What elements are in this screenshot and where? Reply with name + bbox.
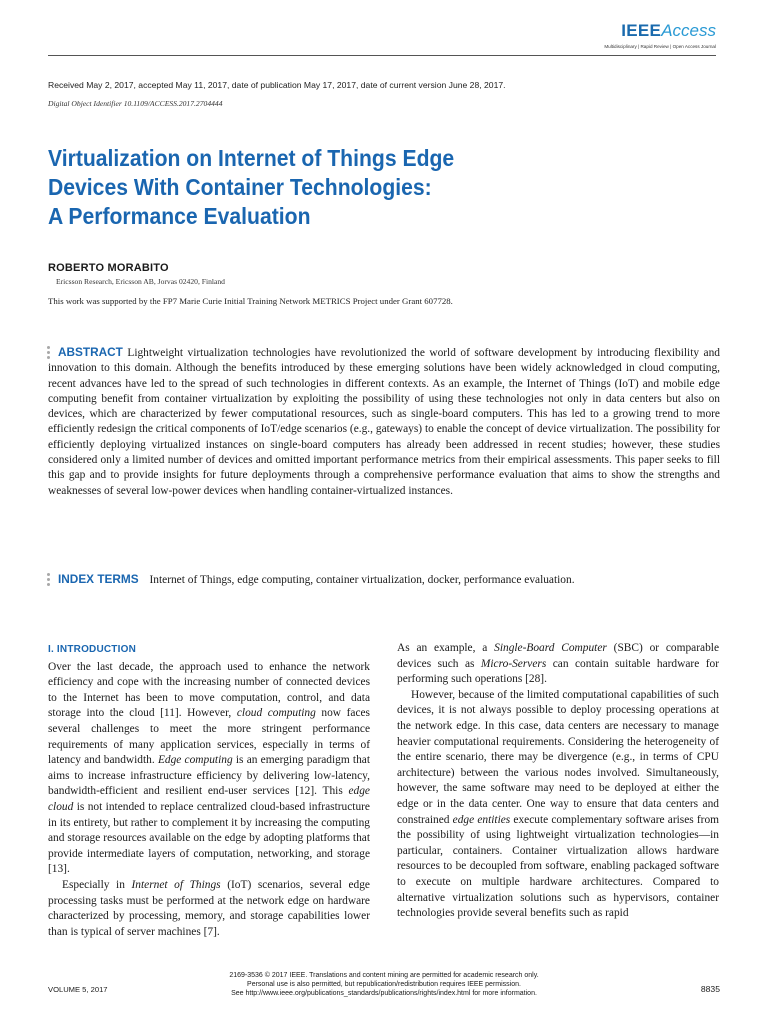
funding-note: This work was supported by the FP7 Marie Curie Initial Training Network METRICS Project under Grant 607728. [48,296,453,306]
logo-ieee: IEEE [621,21,662,40]
author-affiliation: Ericsson Research, Ericsson AB, Jorvas 02420, Finland [56,277,225,286]
logo-access: Access [661,21,716,40]
doi: Digital Object Identifier 10.1109/ACCESS.2017.2704444 [48,99,223,108]
abstract-text: Lightweight virtualization technologies have revolutionized the world of software development by introducing flexibility and innovation to this domain. Although the benefits introduced by these emerging solutions have been widely acknowledged in cloud computing, recent advances have led to the spread of such technologies in different contexts. As an example, the Internet of Things (IoT) and mobile edge computing benefit from container virtualization by exploiting the possibility of using these technologies not only in data centers but also on devices, which are characterized by fewer computational resources, such as single-board computers. This has led to a growing trend to more efficiently redesign the critical components of IoT/edge scenarios (e.g., gateways) to enable the concept of device virtualization. The possibility for efficiently deploying virtualized instances on single-board computers has already been addressed in recent studies; however, these studies considered only a limited number of devices and omitted important performance metrics from their empirical assessments. This paper seeks to fill this gap and to provide insights for future deployments through a comprehensive performance evaluation that aims to show the strengths and weaknesses of several low-power devices when handling container-virtualized instances. [48,347,720,497]
page-number: 8835 [700,984,720,994]
abstract-label: ABSTRACT [58,345,123,359]
paragraph: Especially in Internet of Things (IoT) scenarios, several edge processing tasks must be performed at the network edge on hardware characterized by processing, memory, and storage capabilities lower than is typical of server machines [7]. [48,878,370,938]
body-column-right [397,641,719,922]
title-line: Devices With Container Technologies: [48,174,432,200]
copyright-line: See http://www.ieee.org/publications_standards/publications/rights/index.html for more information. [231,990,537,997]
journal-tagline: Multidisciplinary | Rapid Review | Open Access Journal [604,44,716,49]
paragraph: Over the last decade, the approach used to enhance the network efficiency and cope with the increasing number of connected devices to the Internet has been to move computation, control, and data storage into the cloud [11]. However, cloud computing now faces several challenges to meet the more stringent performance requirements of many application services, especially in terms of latency and bandwidth. Edge computing is an emerging paradigm that aims to increase infrastructure efficiency by delivering low-latency, bandwidth-efficient and resilient end-user services [12]. This edge cloud is not intended to replace centralized cloud-based infrastructure in its entirety, but rather to complement it by increasing the computing and storage resources available on the edge by adopting platforms that provide intermediate layers of computation, networking, and storage [13]. [48,660,371,876]
copyright-line: 2169-3536 © 2017 IEEE. Translations and content mining are permitted for academic research only. [229,972,539,979]
title-line: Virtualization on Internet of Things Edge [48,145,455,171]
received-dates: Received May 2, 2017, accepted May 11, 2017, date of publication May 17, 2017, date of current version June 28, 2017. [48,80,506,90]
index-terms-text: Internet of Things, edge computing, container virtualization, docker, performance evaluation. [149,574,575,586]
section-heading-introduction: I. INTRODUCTION [48,644,136,655]
paper-title [48,144,588,231]
index-terms-label: INDEX TERMS [58,572,139,586]
journal-logo [604,22,716,49]
author-name: ROBERTO MORABITO [48,262,169,274]
page-footer [48,971,720,1007]
paragraph: However, because of the limited computational capabilities of such devices, it is not always possible to deploy processing operations at the network edge. In this case, data centers are necessary to manage heavier computational requirements. Considering the heterogeneity of the entire scenario, there may be divergence (e.g., in terms of CPU architecture) between the various nodes involved. Simultaneously, however, the same software may need to be deployed at either the edge or in the data center. One way to ensure that data centers and constrained edge entities execute complementary software arises from the possibility of using lightweight virtualization technologies—in particular, containers. Container virtualization allows hardware resources to be decoupled from software, enabling packaged software to execute on multiple hardware architectures. Compared to alternative virtualization solutions such as hypervisors, container technologies provide several benefits such as rapid [397,688,720,920]
volume-label: VOLUME 5, 2017 [48,985,108,994]
header-rule [48,55,716,56]
body-column-left [48,642,370,940]
abstract [48,345,720,499]
title-line: A Performance Evaluation [48,203,311,229]
index-terms [48,572,720,588]
copyright-notice [48,971,720,998]
copyright-line: Personal use is also permitted, but republication/redistribution requires IEEE permission. [247,981,521,988]
paragraph: As an example, a Single-Board Computer (SBC) or comparable devices such as Micro-Servers can contain suitable hardware for performing such operations [28]. [397,642,720,686]
